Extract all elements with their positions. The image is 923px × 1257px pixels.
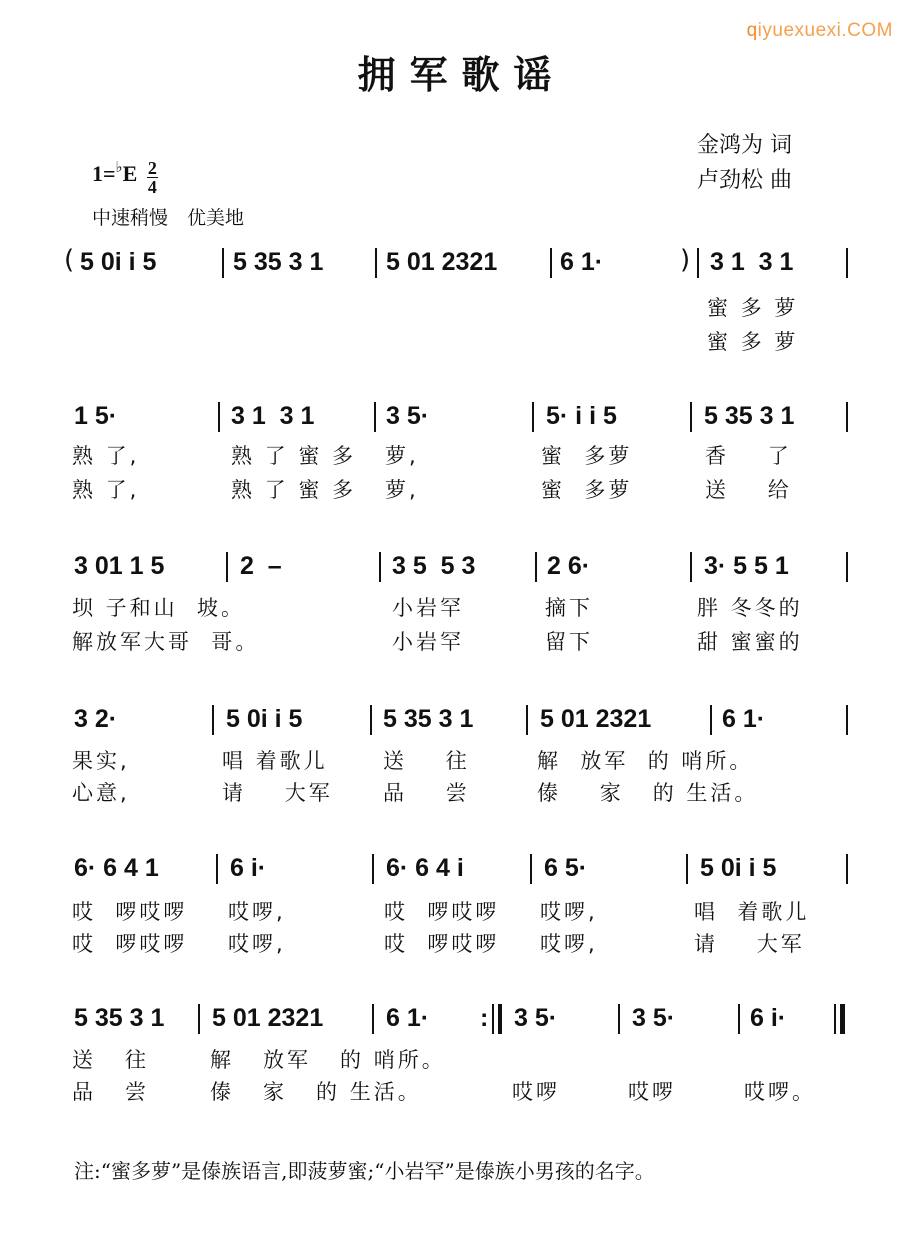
lyrics-verse-1: [0, 1044, 923, 1074]
measure: 3 5·: [386, 402, 430, 430]
measure: 6 1·: [386, 1004, 430, 1032]
lyric: 品 尝: [383, 781, 470, 805]
barline: [532, 402, 534, 432]
barline: [375, 248, 377, 278]
key-signature: [92, 158, 158, 196]
lyrics-verse-2: [0, 626, 923, 656]
measure: 6 1·: [560, 248, 604, 276]
lyrics-verse-2: [0, 1076, 923, 1106]
lyrics-verse-1: [0, 896, 923, 926]
lyric: 解放军大哥 哥。: [72, 630, 260, 654]
tempo-marking: 中速稍慢 优美地: [92, 207, 245, 229]
lyric: 送 给: [705, 478, 792, 502]
barline: [686, 854, 688, 884]
lyric: 解 放军 的 哨所。: [537, 749, 754, 773]
barline: [216, 854, 218, 884]
lyric: 品 尝: [72, 1080, 150, 1104]
lyric: 唱 着歌儿: [222, 749, 328, 773]
lyric: 哎啰,: [228, 900, 286, 924]
measure: 5 35 3 1: [383, 705, 474, 733]
measure: 3 5·: [514, 1004, 558, 1032]
barline: [372, 854, 374, 884]
repeat-paren-open: (: [64, 245, 75, 275]
lyric: 熟 了 蜜 多: [231, 478, 357, 502]
lyric: 哎 啰哎啰: [384, 900, 500, 924]
lyric: 小岩罕: [392, 630, 464, 654]
barline: [846, 705, 848, 735]
composer-credit: 卢劲松 曲: [697, 168, 792, 193]
lyrics-verse-1: [0, 592, 923, 622]
flat-sign: ♭: [115, 160, 123, 176]
measure: 5 01 2321: [386, 248, 498, 276]
barline: [212, 705, 214, 735]
watermark-q: q: [746, 20, 758, 41]
lyric: 摘下: [545, 596, 593, 620]
measure: 3 1 3 1: [231, 402, 315, 430]
lyric: 请 大军: [694, 932, 805, 956]
lyric: 熟 了,: [72, 444, 140, 468]
lyric: 傣 家 的 生活。: [210, 1080, 422, 1104]
measure: 2 6·: [547, 552, 591, 580]
barline: [218, 402, 220, 432]
barline: [846, 402, 848, 432]
repeat-dots: :: [480, 1004, 489, 1032]
lyric: 蜜 多萝: [541, 478, 633, 502]
barline: [379, 552, 381, 582]
lyrics-verse-1: [0, 745, 923, 775]
repeat-barline-thick: [498, 1004, 502, 1034]
barline: [846, 248, 848, 278]
lyric: 哎啰: [512, 1080, 560, 1104]
measure: 5 0i i 5: [700, 854, 777, 882]
measure: 3 5 5 3: [392, 552, 476, 580]
final-barline-thick: [840, 1004, 845, 1034]
lyric: 坝 子和山 坡。: [72, 596, 246, 620]
notation-line: [0, 998, 923, 1042]
barline: [618, 1004, 620, 1034]
measure: 5· i i 5: [546, 402, 617, 430]
lyric: 萝,: [385, 478, 419, 502]
barline: [690, 402, 692, 432]
barline: [738, 1004, 740, 1034]
barline: [222, 248, 224, 278]
lyric: 蜜 多萝: [541, 444, 633, 468]
barline: [535, 552, 537, 582]
lyric: 送 往: [72, 1048, 150, 1072]
measure: 5 0i i 5: [80, 248, 157, 276]
lyric: 哎 啰哎啰: [72, 900, 188, 924]
time-signature: [147, 159, 158, 196]
barline: [697, 248, 699, 278]
measure: 5 01 2321: [540, 705, 652, 733]
lyrics-verse-2: [0, 474, 923, 504]
footnote: 注:“蜜多萝”是傣族语言,即菠萝蜜;“小岩罕”是傣族小男孩的名字。: [74, 1159, 655, 1183]
barline: [710, 705, 712, 735]
lyric: 送 往: [383, 749, 470, 773]
lyricist-credit: 金鸿为 词: [697, 133, 792, 158]
lyrics-verse-1: [0, 292, 923, 322]
lyric: 甜 蜜蜜的: [697, 630, 803, 654]
barline: [372, 1004, 374, 1034]
barline: [530, 854, 532, 884]
meter-bottom: 4: [147, 177, 157, 197]
barline: [370, 705, 372, 735]
measure: 5 35 3 1: [74, 1004, 165, 1032]
lyric: 蜜 多 萝: [707, 330, 799, 354]
barline: [226, 552, 228, 582]
measure: 6· 6 4 i: [386, 854, 464, 882]
notation-line: [0, 848, 923, 892]
lyric: 请 大军: [222, 781, 333, 805]
measure: 3 1 3 1: [710, 248, 794, 276]
lyric: 哎啰,: [540, 932, 598, 956]
song-title: 拥军歌谣: [357, 53, 566, 97]
measure: 6· 6 4 1: [74, 854, 159, 882]
measure: 3 01 1 5: [74, 552, 165, 580]
lyric: 哎啰。: [744, 1080, 816, 1104]
credits: [697, 128, 792, 198]
measure: 2 –: [240, 552, 282, 580]
barline: [846, 854, 848, 884]
notation-line: [0, 396, 923, 440]
barline: [492, 1004, 494, 1034]
measure: 5 35 3 1: [704, 402, 795, 430]
lyric: 哎 啰哎啰: [384, 932, 500, 956]
lyrics-verse-2: [0, 326, 923, 356]
key-one: 1=: [92, 161, 116, 186]
barline: [374, 402, 376, 432]
lyrics-verse-1: [0, 440, 923, 470]
meter-top: 2: [147, 158, 157, 178]
measure: 3· 5 5 1: [704, 552, 789, 580]
lyric: 唱 着歌儿: [694, 900, 810, 924]
lyric: 蜜 多 萝: [707, 296, 799, 320]
notation-line: [0, 546, 923, 590]
lyric: 傣 家 的 生活。: [537, 781, 759, 805]
lyric: 哎 啰哎啰: [72, 932, 188, 956]
final-barline-thin: [834, 1004, 836, 1034]
measure: 3 2·: [74, 705, 118, 733]
lyrics-verse-2: [0, 777, 923, 807]
barline: [526, 705, 528, 735]
measure: 1 5·: [74, 402, 118, 430]
lyric: 哎啰: [628, 1080, 676, 1104]
watermark-rest: iyuexuexi.COM: [757, 20, 893, 41]
measure: 3 5·: [632, 1004, 676, 1032]
lyric: 熟 了 蜜 多: [231, 444, 357, 468]
lyric: 萝,: [385, 444, 419, 468]
key-note: E: [122, 161, 138, 186]
barline: [846, 552, 848, 582]
measure: 6 1·: [722, 705, 766, 733]
notation-line: [0, 699, 923, 743]
lyric: 果实,: [72, 749, 130, 773]
site-watermark: [747, 20, 893, 42]
barline: [198, 1004, 200, 1034]
lyric: 胖 冬冬的: [697, 596, 803, 620]
measure: 5 35 3 1: [233, 248, 324, 276]
lyric: 解 放军 的 哨所。: [210, 1048, 446, 1072]
measure: 5 01 2321: [212, 1004, 324, 1032]
notation-line: [0, 242, 923, 286]
lyric: 小岩罕: [392, 596, 464, 620]
measure: 6 i·: [750, 1004, 787, 1032]
lyric: 哎啰,: [540, 900, 598, 924]
lyric: 心意,: [72, 781, 130, 805]
measure: 6 i·: [230, 854, 267, 882]
barline: [550, 248, 552, 278]
lyrics-verse-2: [0, 928, 923, 958]
lyric: 香 了: [705, 444, 792, 468]
measure: 6 5·: [544, 854, 588, 882]
measure: 5 0i i 5: [226, 705, 303, 733]
lyric: 留下: [545, 630, 593, 654]
barline: [690, 552, 692, 582]
repeat-paren-close: ): [680, 245, 691, 275]
lyric: 熟 了,: [72, 478, 140, 502]
lyric: 哎啰,: [228, 932, 286, 956]
